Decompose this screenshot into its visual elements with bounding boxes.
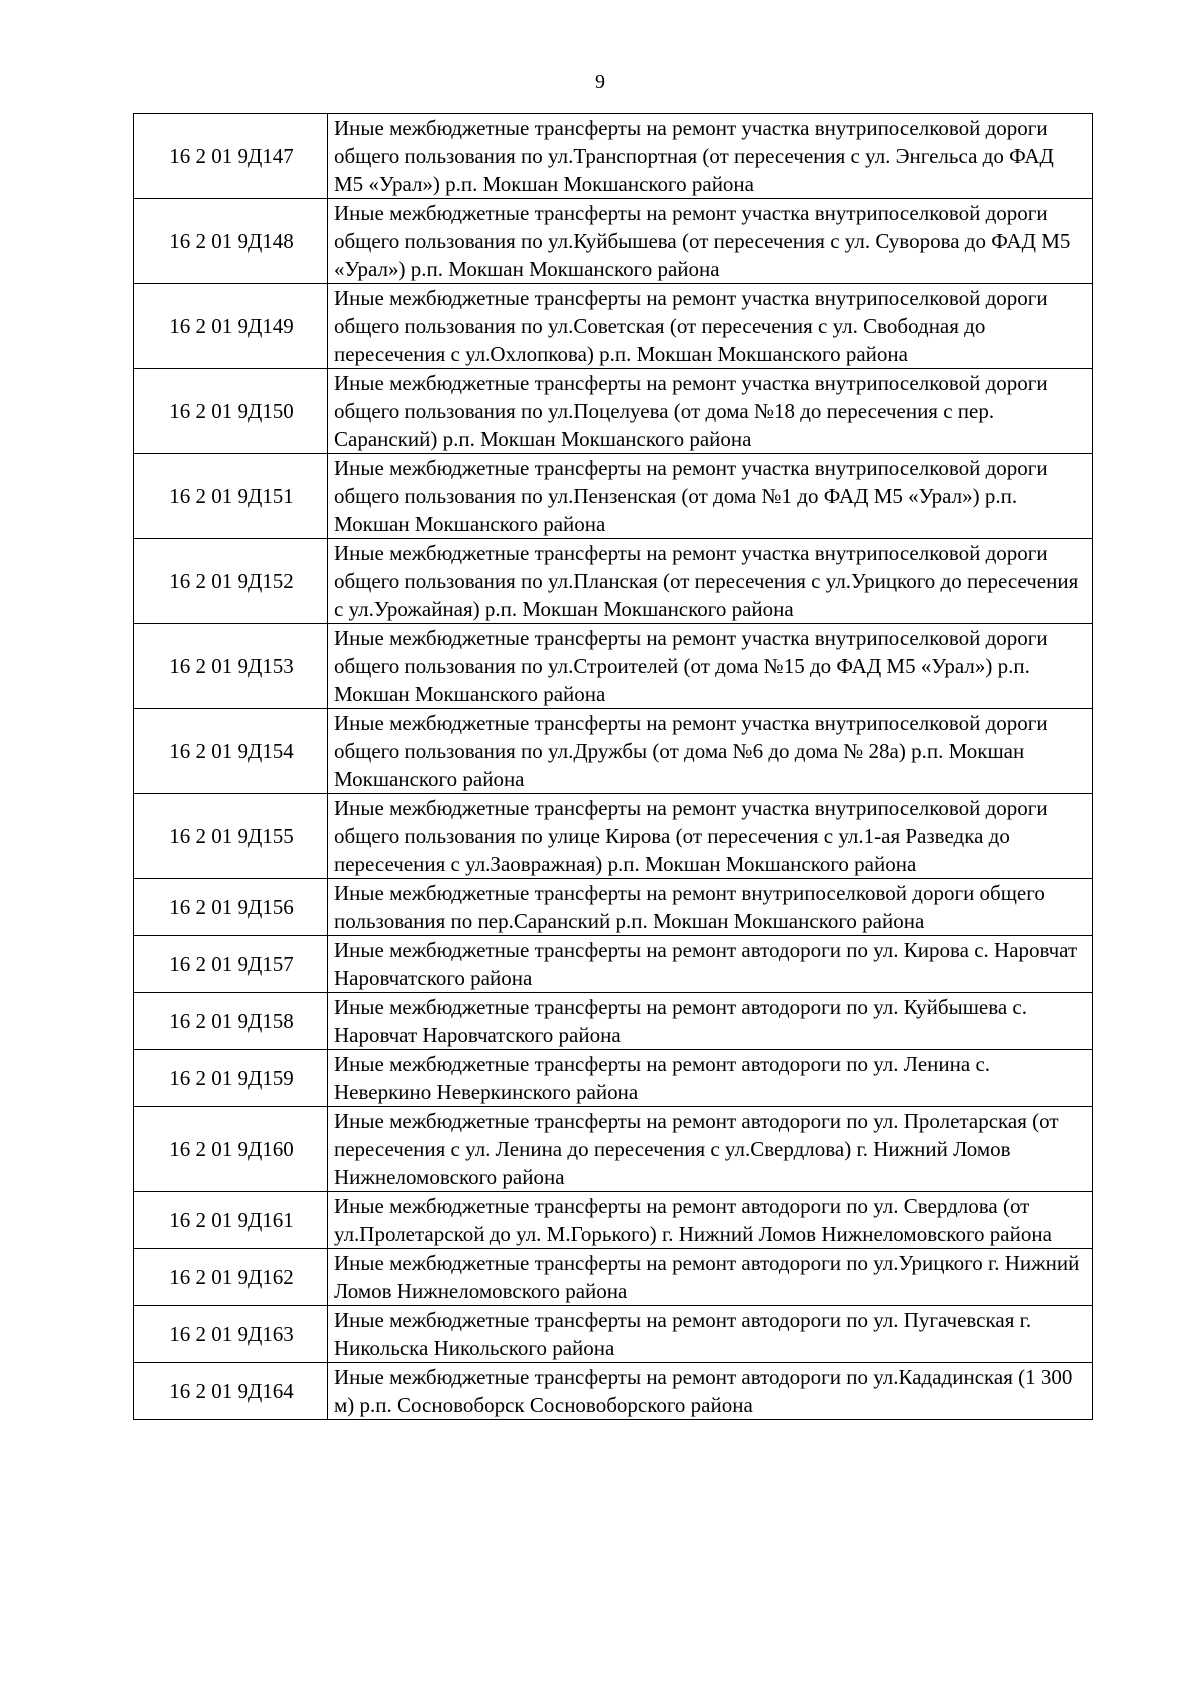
classification-code: 16 2 01 9Д163	[134, 1306, 328, 1363]
classification-code: 16 2 01 9Д147	[134, 114, 328, 199]
expense-description: Иные межбюджетные трансферты на ремонт внутрипоселковой дороги общего пользования по пер.Саранский р.п. Мокшан Мокшанского района	[328, 879, 1093, 936]
table-row	[134, 284, 1093, 369]
expense-description: Иные межбюджетные трансферты на ремонт автодороги по ул. Пролетарская (от пересечения с ул. Ленина до пересечения с ул.Свердлова) г. Нижний Ломов Нижнеломовского района	[328, 1107, 1093, 1192]
table-row	[134, 794, 1093, 879]
expense-description: Иные межбюджетные трансферты на ремонт автодороги по ул.Кададинская (1 300 м) р.п. Сосновоборск Сосновоборского района	[328, 1363, 1093, 1420]
expense-description: Иные межбюджетные трансферты на ремонт участка внутрипоселковой дороги общего пользования по улице Кирова (от пересечения с ул.1-ая Разведка до пересечения с ул.Заовражная) р.п. Мокшан Мокшанского района	[328, 794, 1093, 879]
classification-code: 16 2 01 9Д154	[134, 709, 328, 794]
expense-description: Иные межбюджетные трансферты на ремонт автодороги по ул. Свердлова (от ул.Пролетарской до ул. М.Горького) г. Нижний Ломов Нижнеломовского района	[328, 1192, 1093, 1249]
classification-code: 16 2 01 9Д162	[134, 1249, 328, 1306]
table-row	[134, 624, 1093, 709]
expense-description: Иные межбюджетные трансферты на ремонт автодороги по ул.Урицкого г. Нижний Ломов Нижнеломовского района	[328, 1249, 1093, 1306]
table-row	[134, 199, 1093, 284]
table-row	[134, 539, 1093, 624]
expense-description: Иные межбюджетные трансферты на ремонт автодороги по ул. Кирова с. Наровчат Наровчатского района	[328, 936, 1093, 993]
table-row	[134, 1050, 1093, 1107]
expense-description: Иные межбюджетные трансферты на ремонт участка внутрипоселковой дороги общего пользования по ул.Советская (от пересечения с ул. Свободная до пересечения с ул.Охлопкова) р.п. Мокшан Мокшанского района	[328, 284, 1093, 369]
classification-code: 16 2 01 9Д153	[134, 624, 328, 709]
expense-description: Иные межбюджетные трансферты на ремонт участка внутрипоселковой дороги общего пользования по ул.Планская (от пересечения с ул.Урицкого до пересечения с ул.Урожайная) р.п. Мокшан Мокшанского района	[328, 539, 1093, 624]
table-row	[134, 1249, 1093, 1306]
classification-code: 16 2 01 9Д148	[134, 199, 328, 284]
table-row	[134, 993, 1093, 1050]
page-number: 9	[595, 71, 605, 93]
expense-description: Иные межбюджетные трансферты на ремонт автодороги по ул. Куйбышева с. Наровчат Наровчатского района	[328, 993, 1093, 1050]
expense-description: Иные межбюджетные трансферты на ремонт участка внутрипоселковой дороги общего пользования по ул.Куйбышева (от пересечения с ул. Суворова до ФАД М5 «Урал») р.п. Мокшан Мокшанского района	[328, 199, 1093, 284]
classification-code: 16 2 01 9Д152	[134, 539, 328, 624]
budget-table	[133, 113, 1093, 1420]
table-row	[134, 879, 1093, 936]
expense-description: Иные межбюджетные трансферты на ремонт автодороги по ул. Пугачевская г. Никольска Никольского района	[328, 1306, 1093, 1363]
classification-code: 16 2 01 9Д158	[134, 993, 328, 1050]
table-row	[134, 114, 1093, 199]
classification-code: 16 2 01 9Д161	[134, 1192, 328, 1249]
classification-code: 16 2 01 9Д159	[134, 1050, 328, 1107]
table-row	[134, 1306, 1093, 1363]
classification-code: 16 2 01 9Д160	[134, 1107, 328, 1192]
classification-code: 16 2 01 9Д164	[134, 1363, 328, 1420]
expense-description: Иные межбюджетные трансферты на ремонт участка внутрипоселковой дороги общего пользования по ул.Пензенская (от дома №1 до ФАД М5 «Урал») р.п. Мокшан Мокшанского района	[328, 454, 1093, 539]
classification-code: 16 2 01 9Д156	[134, 879, 328, 936]
expense-description: Иные межбюджетные трансферты на ремонт участка внутрипоселковой дороги общего пользования по ул.Транспортная (от пересечения с ул. Энгельса до ФАД М5 «Урал») р.п. Мокшан Мокшанского района	[328, 114, 1093, 199]
table-row	[134, 1107, 1093, 1192]
classification-code: 16 2 01 9Д157	[134, 936, 328, 993]
expense-description: Иные межбюджетные трансферты на ремонт участка внутрипоселковой дороги общего пользования по ул.Поцелуева (от дома №18 до пересечения с пер. Саранский) р.п. Мокшан Мокшанского района	[328, 369, 1093, 454]
table-row	[134, 936, 1093, 993]
table-row	[134, 454, 1093, 539]
expense-description: Иные межбюджетные трансферты на ремонт участка внутрипоселковой дороги общего пользования по ул.Строителей (от дома №15 до ФАД М5 «Урал») р.п. Мокшан Мокшанского района	[328, 624, 1093, 709]
expense-description: Иные межбюджетные трансферты на ремонт автодороги по ул. Ленина с. Неверкино Неверкинского района	[328, 1050, 1093, 1107]
classification-code: 16 2 01 9Д155	[134, 794, 328, 879]
table-row	[134, 1363, 1093, 1420]
table-row	[134, 369, 1093, 454]
table-row	[134, 1192, 1093, 1249]
table-row	[134, 709, 1093, 794]
classification-code: 16 2 01 9Д151	[134, 454, 328, 539]
classification-code: 16 2 01 9Д150	[134, 369, 328, 454]
expense-description: Иные межбюджетные трансферты на ремонт участка внутрипоселковой дороги общего пользования по ул.Дружбы (от дома №6 до дома № 28а) р.п. Мокшан Мокшанского района	[328, 709, 1093, 794]
classification-code: 16 2 01 9Д149	[134, 284, 328, 369]
